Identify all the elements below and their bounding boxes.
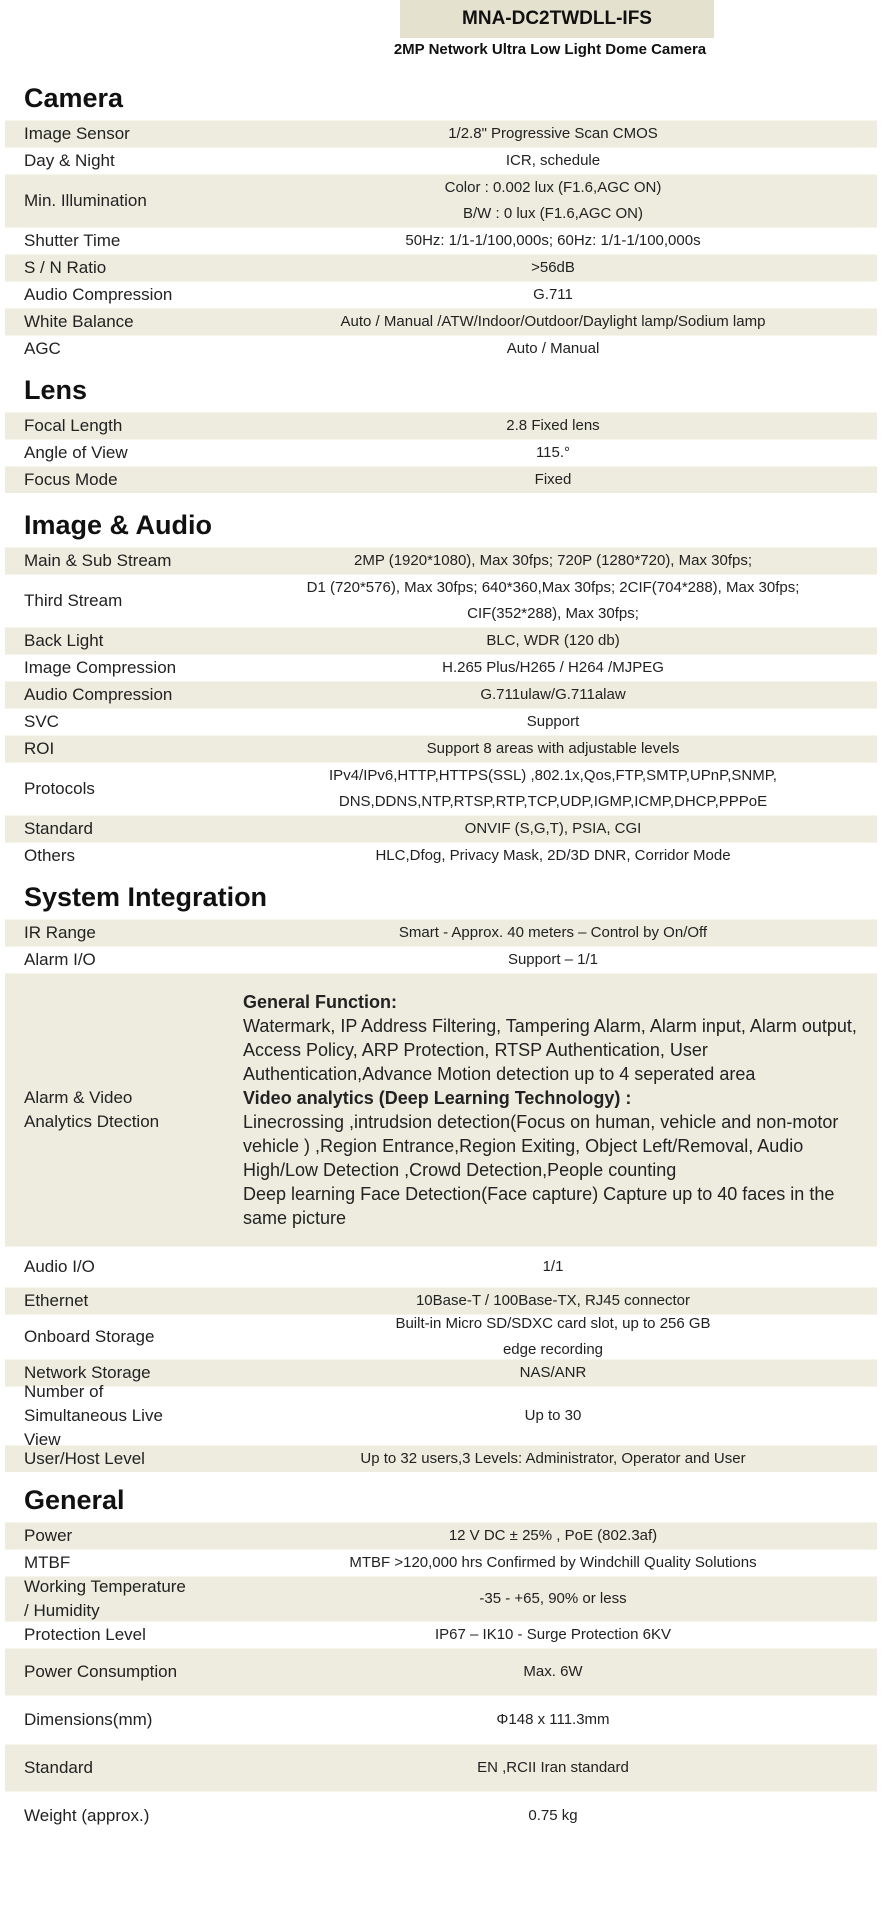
spec-label: Min. Illumination [24, 191, 147, 210]
spec-label: Focus Mode [24, 470, 118, 489]
feature-text: Deep learning Face Detection(Face capture) Capture up to 40 faces in the same picture [243, 1184, 835, 1228]
spec-value [233, 336, 877, 362]
spec-label: MTBF [24, 1553, 71, 1572]
spec-value [233, 175, 877, 227]
spec-row [5, 1791, 877, 1840]
spec-value-line: Color : 0.002 lux (F1.6,AGC ON) [444, 179, 662, 196]
spec-value-line: Max. 6W [523, 1663, 583, 1680]
spec-value [233, 1360, 877, 1386]
spec-value-line: H.265 Plus/H265 / H264 /MJPEG [442, 659, 664, 676]
spec-value-line: Up to 32 users,3 Levels: Administrator, Operator and User [360, 1450, 746, 1467]
spec-label: Audio Compression [24, 685, 173, 704]
spec-label: Ethernet [24, 1291, 89, 1310]
spec-value-line: G.711ulaw/G.711alaw [480, 686, 626, 703]
spec-value-line: -35 - +65, 90% or less [479, 1590, 627, 1607]
spec-label: Back Light [24, 631, 104, 650]
spec-value-line: >56dB [531, 259, 575, 276]
spec-label: Main & Sub Stream [24, 551, 172, 570]
spec-label: Standard [24, 819, 93, 838]
spec-value [233, 440, 877, 466]
spec-row [5, 842, 877, 869]
spec-row [5, 654, 877, 681]
spec-label: Others [24, 846, 76, 865]
spec-value-line: 0.75 kg [528, 1807, 578, 1824]
spec-row [5, 1522, 877, 1549]
spec-label: White Balance [24, 312, 134, 331]
spec-value-line: 10Base-T / 100Base-TX, RJ45 connector [415, 1292, 691, 1309]
spec-label: Audio I/O [24, 1257, 95, 1276]
spec-value [233, 1622, 877, 1648]
spec-row [5, 1576, 877, 1621]
spec-value-line: Support [526, 713, 580, 730]
section-title: General [24, 1485, 125, 1515]
spec-value [233, 736, 877, 762]
spec-row [5, 466, 877, 493]
spec-row [5, 1549, 877, 1576]
spec-row [5, 815, 877, 842]
spec-label: Dimensions(mm) [24, 1710, 153, 1729]
spec-value [233, 1586, 877, 1612]
spec-label: Alarm I/O [24, 950, 96, 969]
spec-value-line: 2.8 Fixed lens [506, 417, 600, 434]
spec-label: Onboard Storage [24, 1327, 155, 1346]
spec-label: Working Temperature / Humidity [24, 1577, 186, 1620]
spec-row [5, 335, 877, 362]
spec-value-line: EN ,RCII Iran standard [477, 1759, 629, 1776]
spec-label: IR Range [24, 923, 96, 942]
section-title: Lens [24, 375, 88, 405]
section-header [0, 493, 882, 547]
spec-value [233, 682, 877, 708]
spec-value-line: Φ148 x 111.3mm [496, 1711, 610, 1728]
spec-label: Network Storage [24, 1363, 151, 1382]
spec-row [5, 1695, 877, 1744]
spec-row [5, 412, 877, 439]
spec-value-line: B/W : 0 lux (F1.6,AGC ON) [462, 205, 644, 222]
spec-value [233, 282, 877, 308]
spec-value-line: CIF(352*288), Max 30fps; [467, 605, 639, 622]
spec-value-line: IP67 – IK10 - Surge Protection 6KV [435, 1626, 671, 1643]
spec-value [233, 1403, 877, 1429]
spec-label: Third Stream [24, 591, 123, 610]
feature-text: Linecrossing ,intrudsion detection(Focus on human, vehicle and non-motor vehicle ) ,Region Entrance,Region Exiting, Object Left/Removal, Audio High/Low Detection ,Crowd Detection,People counting [243, 1112, 839, 1180]
spec-label: Protection Level [24, 1625, 146, 1644]
spec-value [233, 1659, 877, 1685]
spec-label: Protocols [24, 779, 95, 798]
section-title: Image & Audio [24, 510, 213, 540]
spec-row [5, 1382, 877, 1449]
spec-row [5, 1445, 877, 1472]
spec-value-line: BLC, WDR (120 db) [486, 632, 620, 649]
spec-value-line: MTBF >120,000 hrs Confirmed by Windchill Quality Solutions [349, 1554, 757, 1571]
spec-value-line: Support 8 areas with adjustable levels [426, 740, 680, 757]
spec-value [233, 816, 877, 842]
spec-value [233, 1550, 877, 1576]
spec-row [5, 627, 877, 654]
spec-row [5, 439, 877, 466]
spec-label: Focal Length [24, 416, 123, 435]
spec-value [233, 655, 877, 681]
spec-label: User/Host Level [24, 1449, 145, 1468]
spec-value [233, 255, 877, 281]
spec-row [5, 1314, 877, 1359]
spec-row [5, 254, 877, 281]
spec-value-line: D1 (720*576), Max 30fps; 640*360,Max 30fps; 2CIF(704*288), Max 30fps; [306, 579, 800, 596]
spec-label: S / N Ratio [24, 258, 107, 277]
spec-value-line: 1/1 [542, 1258, 564, 1275]
feature-text: Watermark, IP Address Filtering, Tampering Alarm, Alarm input, Alarm output, Access Policy, ARP Protection, RTSP Authentication, User Authentication,Advance Motion detection up to 4 seperated area [243, 1016, 857, 1084]
section-title: System Integration [24, 882, 268, 912]
spec-row [5, 1621, 877, 1648]
spec-value [233, 920, 877, 946]
spec-value [233, 1523, 877, 1549]
section-header [0, 362, 882, 412]
spec-value [233, 628, 877, 654]
spec-label: Power Consumption [24, 1662, 178, 1681]
spec-value-line: DNS,DDNS,NTP,RTSP,RTP,TCP,UDP,IGMP,ICMP,DHCP,PPPoE [338, 793, 768, 810]
spec-value-line: IPv4/IPv6,HTTP,HTTPS(SSL) ,802.1x,Qos,FTP,SMTP,UPnP,SNMP, [329, 767, 777, 784]
spec-value-line: 115.° [535, 444, 571, 461]
spec-value [233, 1803, 877, 1829]
spec-value-line: Support – 1/1 [507, 951, 599, 968]
spec-row [5, 147, 877, 174]
spec-value [233, 413, 877, 439]
spec-label: Shutter Time [24, 231, 121, 250]
spec-row [5, 1287, 877, 1314]
spec-value-line: Up to 30 [524, 1407, 582, 1424]
spec-row [5, 1744, 877, 1791]
spec-value-line: Fixed [534, 471, 572, 488]
spec-row [5, 919, 877, 946]
spec-label: Weight (approx.) [24, 1806, 150, 1825]
spec-value [233, 1254, 877, 1280]
spec-value-line: edge recording [502, 1341, 604, 1358]
model-number: MNA-DC2TWDLL-IFS [400, 0, 714, 38]
section-header [0, 64, 882, 120]
feature-heading: General Function: [243, 992, 398, 1012]
spec-value [233, 575, 877, 627]
section-header [0, 869, 882, 919]
spec-value-line: Auto / Manual /ATW/Indoor/Outdoor/Daylight lamp/Sodium lamp [340, 313, 766, 330]
spec-row [5, 574, 877, 627]
spec-value-line: 2MP (1920*1080), Max 30fps; 720P (1280*720), Max 30fps; [353, 552, 753, 569]
spec-row [5, 946, 877, 973]
spec-value [233, 709, 877, 735]
spec-value [233, 148, 877, 174]
spec-value-line: ONVIF (S,G,T), PSIA, CGI [464, 820, 642, 837]
spec-value-line: 1/2.8" Progressive Scan CMOS [448, 125, 658, 142]
spec-label: Day & Night [24, 151, 115, 170]
spec-row [5, 762, 877, 815]
spec-value [233, 763, 877, 815]
spec-label: AGC [24, 339, 61, 358]
spec-value [233, 228, 877, 254]
spec-row [5, 1648, 877, 1695]
spec-value-line: Auto / Manual [506, 340, 600, 357]
spec-value-line: G.711 [533, 286, 573, 303]
spec-value [233, 121, 877, 147]
spec-row [5, 735, 877, 762]
spec-value [233, 947, 877, 973]
spec-value [233, 309, 877, 335]
spec-value-line: HLC,Dfog, Privacy Mask, 2D/3D DNR, Corridor Mode [375, 847, 731, 864]
spec-row [5, 973, 877, 1246]
spec-label: Number of Simultaneous Live View [24, 1382, 163, 1449]
section-header [0, 1472, 882, 1522]
section-title: Camera [24, 83, 124, 113]
spec-label: Audio Compression [24, 285, 173, 304]
spec-row [5, 174, 877, 227]
spec-value [233, 843, 877, 869]
spec-table [0, 64, 882, 1840]
spec-label: Power [24, 1526, 73, 1545]
spec-value [233, 990, 877, 1230]
spec-value [233, 1311, 877, 1363]
spec-label: Alarm & Video Analytics Dtection [24, 1088, 160, 1131]
spec-label: Standard [24, 1758, 93, 1777]
spec-row [5, 281, 877, 308]
spec-value-line: 50Hz: 1/1-1/100,000s; 60Hz: 1/1-1/100,000s [405, 232, 701, 249]
spec-value-line: Smart - Approx. 40 meters – Control by On/Off [398, 924, 708, 941]
spec-value-line: 12 V DC ± 25% , PoE (802.3af) [448, 1527, 658, 1544]
spec-value-line: Built-in Micro SD/SDXC card slot, up to 256 GB [395, 1315, 711, 1332]
spec-row [5, 547, 877, 574]
spec-row [5, 1246, 877, 1287]
spec-row [5, 120, 877, 147]
spec-label: ROI [24, 739, 55, 758]
spec-row [5, 708, 877, 735]
spec-label: Angle of View [24, 443, 128, 462]
spec-label: Image Sensor [24, 124, 130, 143]
feature-heading: Video analytics (Deep Learning Technology) : [243, 1088, 632, 1108]
product-subtitle: 2MP Network Ultra Low Light Dome Camera [393, 41, 707, 58]
spec-row [5, 681, 877, 708]
spec-value [233, 1707, 877, 1733]
spec-value [233, 1446, 877, 1472]
spec-row [5, 227, 877, 254]
spec-label: SVC [24, 712, 59, 731]
spec-value-line: ICR, schedule [505, 152, 601, 169]
spec-value [233, 1755, 877, 1781]
spec-row [5, 308, 877, 335]
spec-label: Image Compression [24, 658, 177, 677]
spec-value [233, 467, 877, 493]
spec-value-line: NAS/ANR [519, 1364, 587, 1381]
spec-value [233, 548, 877, 574]
